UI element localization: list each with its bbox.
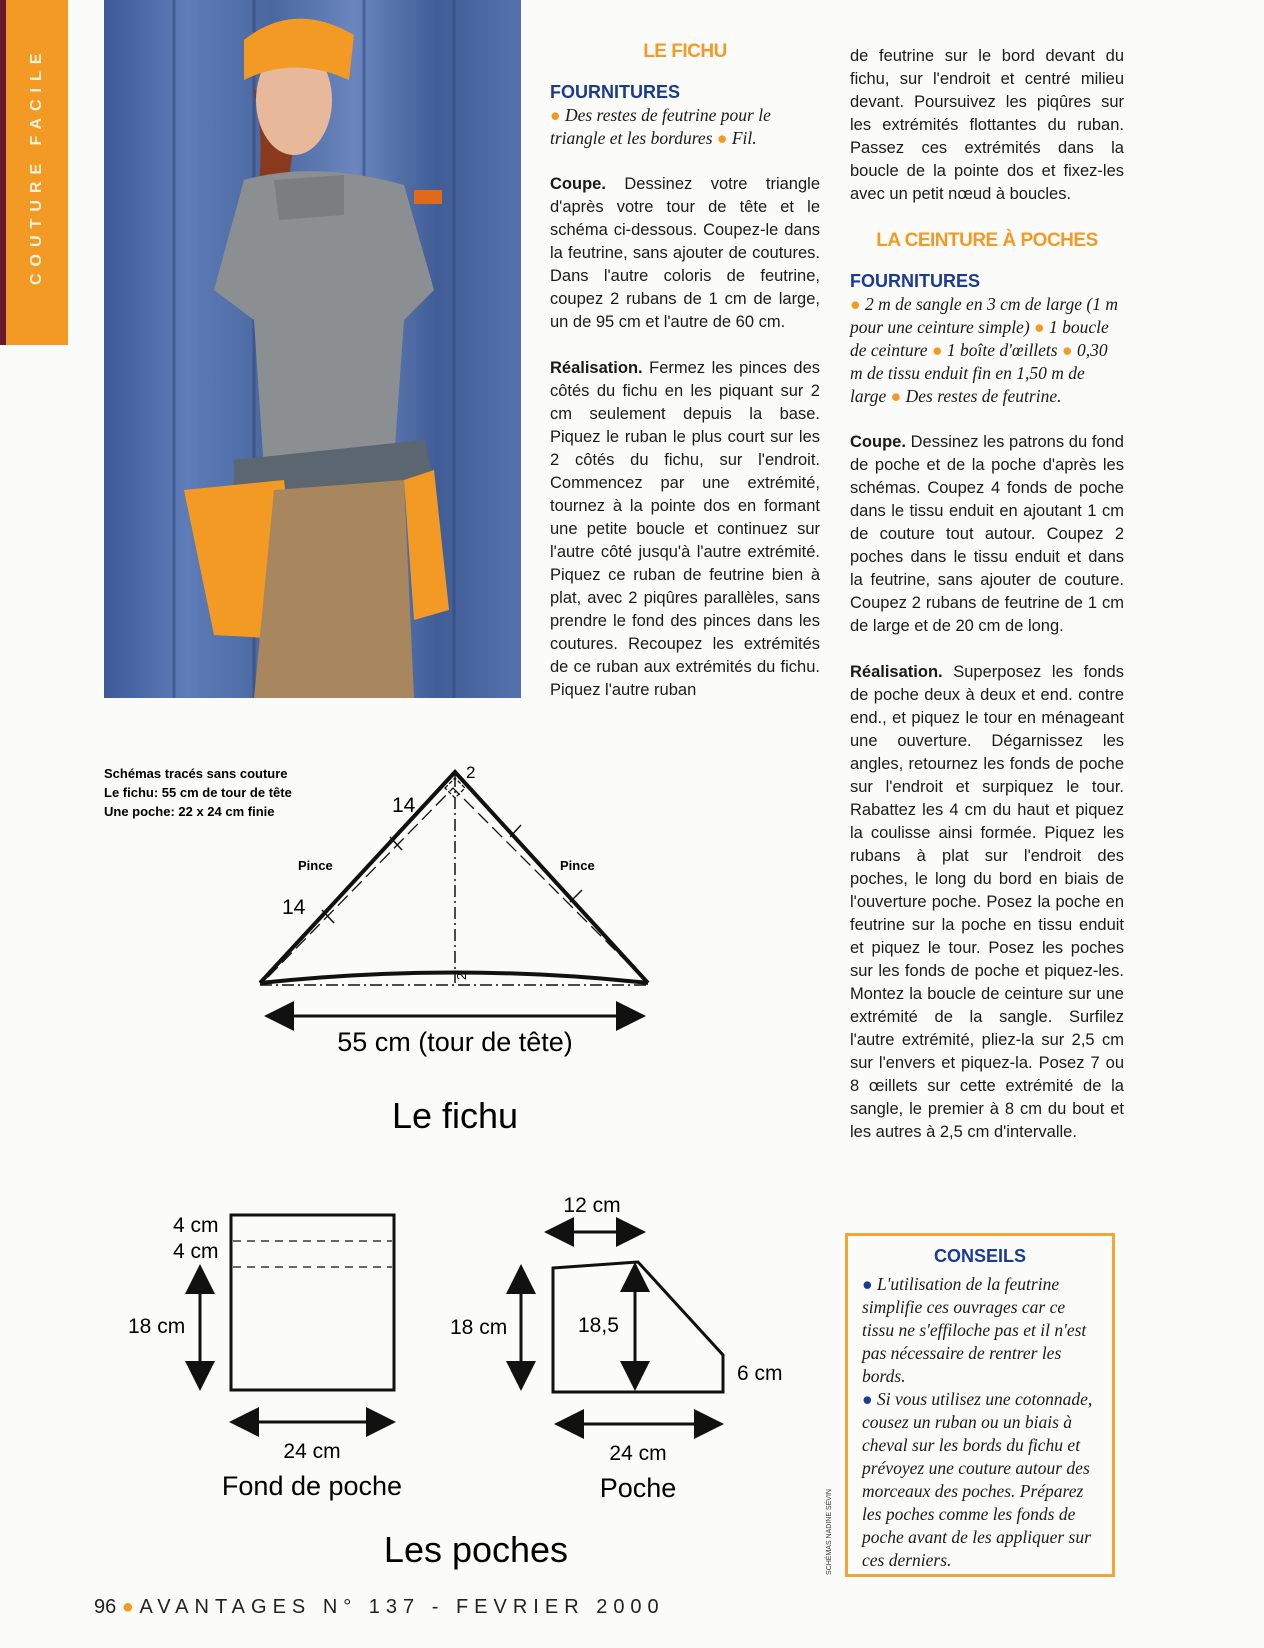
section-tab-label: COUTURE FACILE: [28, 46, 45, 285]
fond-caption: Fond de poche: [221, 1471, 403, 1501]
poche-top: 12 cm: [563, 1194, 621, 1217]
coupe-text: Dessinez votre triangle d'après votre tour de tête et le schéma ci-dessous. Coupez-le dans la feutrine, sans ajouter de coutures. Dans l'autre coloris de feutrine, coupez 2 rubans de 1 cm de large, un de 95 cm et l'autre de 60 cm.: [550, 175, 820, 331]
fond-de-poche-diagram: [200, 1215, 394, 1422]
conseils-list: ● L'utilisation de la feutrine simplifie ces ouvrages car ce tissu ne s'effiloche pas et il n'est pas nécessaire de rentrer les bords. ● Si vous utilisez une cotonnade, cousez un ruban ou un biais à cheval sur les bords du fichu et prévoyez une couture autour des morceaux des poches. Préparez les poches comme les fonds de poche avant de les appliquer sur ces derniers.: [862, 1274, 1093, 1570]
conseil-item: L'utilisation de la feutrine simplifie ces ouvrages car ce tissu ne s'effiloche pas et il n'est pas nécessaire de rentrer les bords.: [862, 1274, 1087, 1386]
note: Une poche: 22 x 24 cm finie: [104, 804, 275, 819]
realisation-lead: Réalisation.: [550, 359, 643, 377]
poche-diagram: [521, 1232, 723, 1424]
fond-top1: 4 cm: [173, 1214, 219, 1237]
fournitures-item: 0,30 m de tissu enduit fin en 1,50 m de large: [850, 340, 1108, 406]
coupe-text: Dessinez les patrons du fond de poche et de la poche d'après les schémas. Coupez 4 fonds de poche dans le tissu enduit en ajoutant 1 cm de couture tout autour. Coupez 2 poches dans le tissu enduit et dans la feutrine, sans ajouter de couture. Coupez 2 rubans de feutrine de 1 cm de large et de 20 cm de long.: [850, 433, 1124, 635]
ceinture-coupe: [850, 431, 1124, 638]
ceinture-column: [850, 45, 1124, 1167]
ceinture-realisation: [850, 661, 1124, 1144]
fichu-coupe: [550, 173, 820, 334]
note: Schémas tracés sans couture: [104, 766, 288, 781]
poche-height: 18 cm: [450, 1316, 508, 1339]
fournitures-item: 1 boucle de ceinture: [850, 317, 1109, 360]
page-footer: [94, 1596, 665, 1619]
fichu-column: [550, 40, 820, 725]
fournitures-item: Des restes de feutrine.: [905, 386, 1062, 406]
fichu-base-dart: 2: [454, 972, 469, 980]
pince-right-label: Pince: [560, 858, 595, 873]
coupe-lead: Coupe.: [850, 433, 906, 451]
fournitures-item: Fil.: [731, 128, 757, 148]
coupe-lead: Coupe.: [550, 175, 606, 193]
conseil-item: Si vous utilisez une cotonnade, cousez un ruban ou un biais à cheval sur les bords du fichu et prévoyez une couture autour des morceaux des poches. Préparez les poches comme les fonds de poche avant de les appliquer sur ces derniers.: [862, 1389, 1093, 1570]
conseils-title: CONSEILS: [933, 1246, 1026, 1266]
fichu-side-upper: 14: [392, 794, 416, 817]
diagram-credit: SCHÉMAS NADINE SÉVIN: [826, 1489, 833, 1575]
conseils-box: [845, 1233, 1115, 1577]
poches-caption: Les poches: [383, 1529, 569, 1570]
poche-inner: 18,5: [578, 1314, 619, 1337]
fichu-fournitures-list: ● Des restes de feutrine pour le triangle et les bordures ● Fil.: [550, 105, 771, 148]
fichu-caption: Le fichu: [391, 1095, 519, 1136]
fichu-realisation: [550, 357, 820, 702]
realisation-text: Superposez les fonds de poche deux à deux et end. contre end., et piquez le tour en ménageant une ouverture. Dégarnissez les angles, retournez les fonds de poche sur l'endroit et surpiquez le tour. Rabattez les 4 cm du haut et piquez la coulisse ainsi formée. Piquez les rubans à plat sur l'endroit des poches, le long du bord en biais de l'ouverture poche. Posez la poche en feutrine sur la poche en tissu enduit et piquez le tour. Posez les poches sur les fonds de poche et piquez-les. Montez la boucle de ceinture sur une extrémité de la sangle. Surfilez l'autre extrémité, pliez-la sur 2,5 cm sur l'envers et piquez-la. Posez 7 ou 8 œillets sur cette extrémité de la sangle, le premier à 8 cm du bout et les autres à 2,5 cm d'intervalle.: [850, 663, 1124, 1141]
photo-illustration: [104, 0, 521, 698]
note: Le fichu: 55 cm de tour de tête: [104, 785, 292, 800]
model-photo: [104, 0, 521, 698]
diagram-notes: [104, 766, 292, 819]
fournitures-item: 1 boîte d'œillets: [946, 340, 1058, 360]
realisation-text: Fermez les pinces des côtés du fichu en les piquant sur 2 cm seulement depuis la base. Piquez le ruban le plus court sur les 2 côtés du fichu, sur l'endroit. Commencez par une extrémité, tournez à la pointe dos en formant une petite boucle et continuez sur l'autre côté jusqu'à l'autre extrémité. Piquez ce ruban de feutrine bien à plat, avec 2 piqûres parallèles, sans prendre le fond des pinces dans les coutures. Recoupez les extrémités de ce ruban aux extrémités du fichu. Piquez l'autre ruban: [550, 359, 820, 699]
fond-height: 18 cm: [128, 1315, 186, 1338]
fichu-realisation-continued: de feutrine sur le bord devant du fichu, sur l'endroit et centré milieu devant. Poursuivez les piqûres sur les extrémités flottantes du ruban. Passez ces extrémités dans la boucle de la pointe dos et fixez-les avec un petit nœud à boucles.: [850, 47, 1124, 203]
pattern-diagrams: [0, 740, 830, 1580]
ceinture-fournitures-list: ● 2 m de sangle en 3 cm de large (1 m pour une ceinture simple) ● 1 boucle de ceinture ● 1 boîte d'œillets ● 0,30 m de tissu enduit fin en 1,50 m de large ● Des restes de feutrine.: [850, 294, 1118, 406]
pince-left-label: Pince: [298, 858, 333, 873]
poche-right: 6 cm: [737, 1362, 783, 1385]
fond-width: 24 cm: [283, 1440, 341, 1463]
realisation-lead: Réalisation.: [850, 663, 943, 681]
fournitures-item: 2 m de sangle en 3 cm de large (1 m pour une ceinture simple): [850, 294, 1118, 337]
fichu-apex-label: 2: [466, 763, 476, 782]
fichu-side-lower: 14: [282, 896, 306, 919]
page-number: 96: [94, 1596, 117, 1618]
ceinture-fournitures-title: FOURNITURES: [850, 271, 980, 291]
fichu-title: LE FICHU: [643, 41, 727, 62]
magazine-issue: AVANTAGES N° 137 - FEVRIER 2000: [139, 1596, 665, 1618]
fond-top2: 4 cm: [173, 1240, 219, 1263]
ceinture-title: LA CEINTURE À POCHES: [876, 230, 1098, 251]
footer-dot-icon: ●: [116, 1596, 140, 1618]
fournitures-item: Des restes de feutrine pour le triangle et les bordures: [550, 105, 771, 148]
section-tab: [0, 0, 68, 345]
fichu-base-label: 55 cm (tour de tête): [337, 1027, 573, 1057]
fichu-fournitures-title: FOURNITURES: [550, 82, 680, 102]
poche-width: 24 cm: [609, 1442, 667, 1465]
poche-caption: Poche: [599, 1473, 677, 1503]
